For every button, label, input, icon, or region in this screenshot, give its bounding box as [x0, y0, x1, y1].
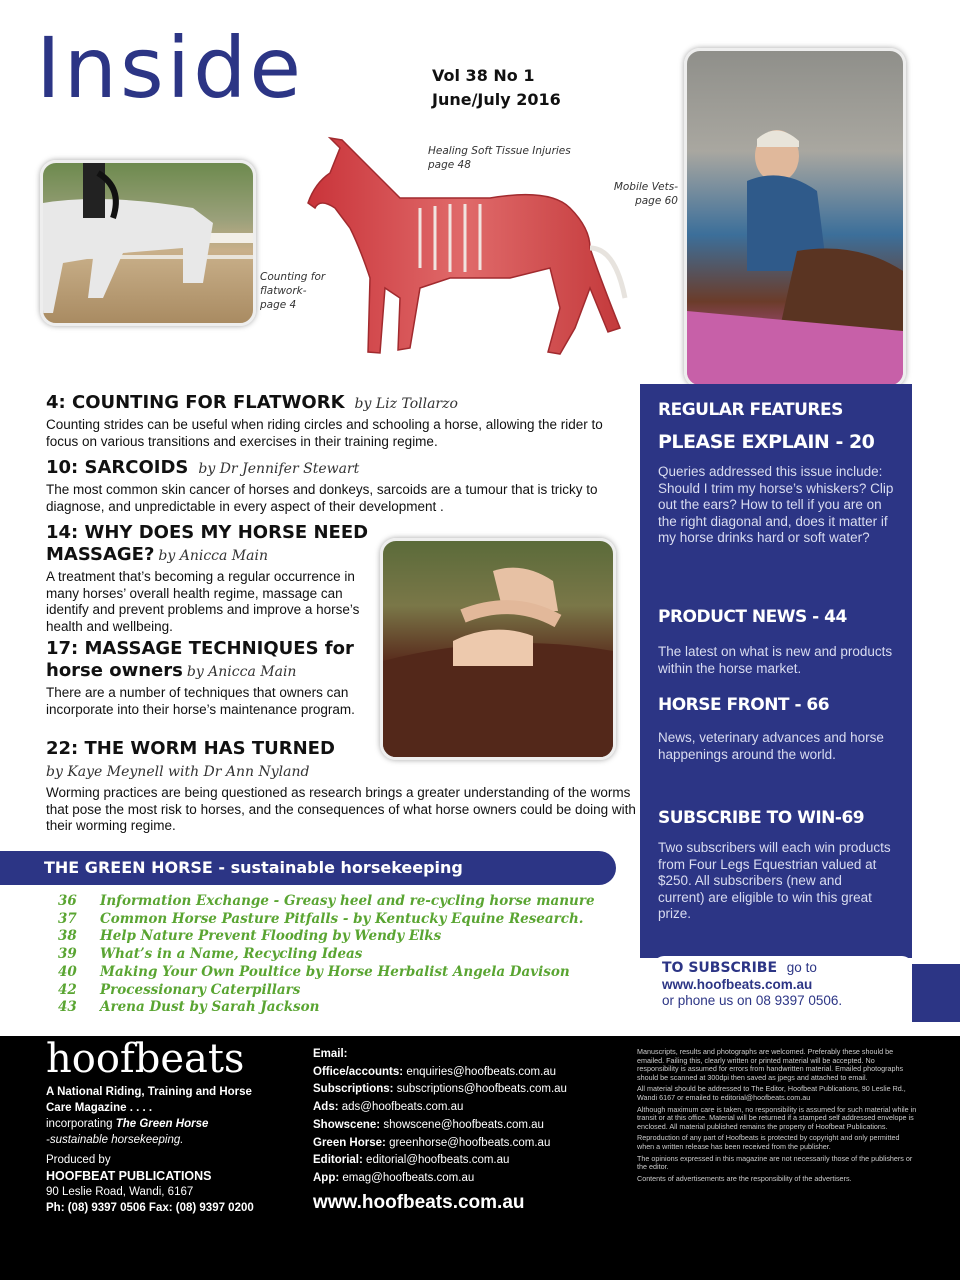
contact-label: Office/accounts:	[313, 1065, 404, 1078]
tagline-line: A National Riding, Training and Horse	[46, 1086, 252, 1098]
footer-incorporating	[46, 1116, 286, 1148]
article-heading: 10: SARCOIDS	[46, 457, 189, 478]
side-tab	[912, 964, 960, 1022]
article-summary: Counting strides can be useful when riding circles and schooling a horse, allowing the rider to focus on various transitions and exercises in their training regime.	[46, 417, 603, 449]
hoofbeats-logo: hoofbeats	[46, 1036, 245, 1082]
contact-label: Showscene:	[313, 1118, 381, 1131]
legal-text: All material should be addressed to The Editor, Hoofbeat Publications, 90 Leslie Rd., Wandi 6167 or emailed to editorial@hoofbeats.com.au	[637, 1084, 906, 1102]
issue-date: June/July 2016	[432, 90, 561, 109]
article-heading-2: MASSAGE?	[46, 544, 155, 565]
contact-row[interactable]	[313, 1152, 613, 1170]
go-to-label: go to	[786, 960, 817, 975]
please-explain-heading[interactable]: PLEASE EXPLAIN - 20	[658, 431, 875, 453]
produced-by: Produced by	[46, 1154, 111, 1166]
healing-caption	[428, 144, 571, 172]
dressage-horse-icon	[43, 163, 253, 323]
regular-features-panel	[640, 384, 912, 958]
list-item[interactable]	[58, 911, 595, 929]
item-page: 37	[58, 910, 77, 927]
article-summary: Worming practices are being questioned as research brings a greater understanding of the worms that pose the most risk to horses, and the consequences of what horse owners could be doing with their worming regime.	[46, 785, 636, 833]
product-news-body: The latest on what is new and products within the horse market.	[658, 644, 893, 676]
item-title: Making Your Own Poultice by Horse Herbalist Angela Davison	[100, 963, 570, 980]
contact-row[interactable]	[313, 1117, 613, 1135]
article-techniques[interactable]	[46, 638, 376, 718]
article-byline: by Dr Jennifer Stewart	[198, 461, 360, 477]
list-item[interactable]	[58, 893, 595, 911]
contact-email: greenhorse@hoofbeats.com.au	[389, 1136, 551, 1149]
contact-email: showscene@hoofbeats.com.au	[383, 1118, 544, 1131]
article-byline: by Anicca Main	[158, 548, 268, 564]
vet-photo-icon	[687, 51, 903, 385]
contact-email: ads@hoofbeats.com.au	[341, 1101, 464, 1114]
to-subscribe-label: TO SUBSCRIBE	[662, 960, 778, 976]
caption-line: Healing Soft Tissue Injuries	[428, 145, 571, 157]
legal-text: Although maximum care is taken, no responsibility is assumed for such material while in transit or at this office. Material will be returned if a stamped self addressed envelope is enclosed. All material published remains the property of Hoofbeat Publications.	[637, 1104, 917, 1131]
subscribe-url-link[interactable]: www.hoofbeats.com.au	[662, 976, 813, 992]
contact-row[interactable]	[313, 1064, 613, 1082]
contact-email: emag@hoofbeats.com.au	[342, 1171, 475, 1184]
page-title: Inside	[36, 19, 305, 117]
contact-label: Editorial:	[313, 1154, 363, 1167]
item-title: Information Exchange - Greasy heel and re-cycling horse manure	[100, 893, 595, 909]
article-heading: 4: COUNTING FOR FLATWORK	[46, 392, 345, 413]
list-item[interactable]	[58, 982, 595, 1000]
article-counting[interactable]	[46, 392, 636, 450]
regular-features-heading: REGULAR FEATURES	[658, 400, 843, 420]
contact-email: editorial@hoofbeats.com.au	[366, 1154, 510, 1167]
website-link[interactable]: www.hoofbeats.com.au	[313, 1191, 525, 1213]
contact-email: subscriptions@hoofbeats.com.au	[396, 1083, 567, 1096]
contact-label: Ads:	[313, 1101, 339, 1114]
item-page: 38	[58, 928, 77, 945]
issue-volume: Vol 38 No 1	[432, 66, 535, 85]
subscribe-phone: or phone us on 08 9397 0506.	[662, 993, 843, 1008]
article-heading: 17: MASSAGE TECHNIQUES for	[46, 638, 354, 659]
incorporating-label: incorporating	[46, 1118, 113, 1130]
legal-text: Reproduction of any part of Hoofbeats is protected by copyright and only permitted when a written release has been received from the publisher.	[637, 1133, 900, 1151]
article-heading: 14: WHY DOES MY HORSE NEED	[46, 522, 369, 543]
dressage-photo	[40, 160, 256, 326]
list-item[interactable]	[58, 964, 595, 982]
tagline-line: Care Magazine . . . .	[46, 1102, 153, 1114]
mobile-vets-photo	[684, 48, 906, 388]
article-byline: by Liz Tollarzo	[354, 396, 458, 412]
green-horse-title: THE GREEN HORSE - sustainable horsekeeping	[44, 858, 463, 877]
article-summary: A treatment that’s becoming a regular occurrence in many horses’ overall health regime, massage can identify and prevent problems and improve a horse’s health and wellbeing.	[46, 569, 360, 634]
caption-line: flatwork-	[260, 285, 307, 297]
item-page: 40	[58, 963, 77, 980]
caption-line: page 4	[260, 299, 297, 311]
email-label: Email:	[313, 1048, 348, 1060]
footer-publisher	[46, 1152, 306, 1216]
caption-line: Mobile Vets-	[613, 181, 678, 193]
article-heading: 22: THE WORM HAS TURNED	[46, 738, 335, 759]
please-explain-body: Queries addressed this issue include: Should I trim my horse’s whiskers? Clip out the ears? How to tell if you are on the right diagonal and, does it matter if my horse drinks hard or soft water?	[658, 464, 894, 545]
footer-tagline	[46, 1084, 276, 1116]
footer	[0, 1036, 960, 1280]
publisher-address: 90 Leslie Road, Wandi, 6167	[46, 1186, 194, 1198]
item-title: What’s in a Name, Recycling Ideas	[100, 946, 363, 963]
counting-caption	[260, 270, 325, 312]
item-page: 39	[58, 946, 77, 963]
item-page: 36	[58, 893, 77, 909]
article-byline: by Anicca Main	[186, 664, 297, 680]
contact-row[interactable]	[313, 1081, 613, 1099]
contact-label: Subscriptions:	[313, 1083, 394, 1096]
article-summary: The most common skin cancer of horses and donkeys, sarcoids are a tumour that is tricky to diagnose, and unpredictable in every aspect of their development .	[46, 482, 598, 514]
horse-front-heading[interactable]: HORSE FRONT - 66	[658, 695, 830, 715]
list-item[interactable]	[58, 928, 595, 946]
footer-contacts	[313, 1046, 613, 1211]
list-item[interactable]	[58, 999, 595, 1017]
caption-line: page 60	[635, 195, 678, 207]
product-news-heading[interactable]: PRODUCT NEWS - 44	[658, 607, 847, 627]
green-horse-name: The Green Horse	[115, 1118, 209, 1130]
publisher-phone: Ph: (08) 9397 0506 Fax: (08) 9397 0200	[46, 1202, 254, 1214]
contact-label: App:	[313, 1171, 340, 1184]
item-title: Common Horse Pasture Pitfalls - by Kentucky Equine Research.	[100, 910, 584, 927]
publisher-name: HOOFBEAT PUBLICATIONS	[46, 1169, 212, 1183]
item-title: Processionary Caterpillars	[100, 981, 301, 998]
caption-line: page 48	[428, 159, 471, 171]
legal-text: Contents of advertisements are the responsibility of the advertisers.	[637, 1173, 852, 1183]
footer-legal	[637, 1048, 917, 1186]
article-massage[interactable]	[46, 522, 376, 635]
item-title: Arena Dust by Sarah Jackson	[100, 999, 320, 1016]
legal-text: The opinions expressed in this magazine are not necessarily those of the publishers or the editor.	[637, 1153, 913, 1172]
article-byline: by Kaye Meynell with Dr Ann Nyland	[46, 764, 310, 780]
horse-front-body: News, veterinary advances and horse happenings around the world.	[658, 730, 884, 762]
contact-row[interactable]	[313, 1135, 613, 1153]
article-heading-2: horse owners	[46, 660, 183, 681]
contact-email: enquiries@hoofbeats.com.au	[406, 1065, 557, 1078]
massage-photo	[380, 538, 616, 760]
mobile-vets-caption	[600, 180, 678, 208]
item-title: Help Nature Prevent Flooding by Wendy Elks	[100, 928, 442, 945]
contact-row[interactable]	[313, 1170, 613, 1188]
contact-row[interactable]	[313, 1099, 613, 1117]
issue-info	[432, 64, 561, 112]
hands-icon	[383, 541, 613, 757]
subscribe-box[interactable]	[654, 956, 912, 1022]
sustainable-label: -sustainable horsekeeping.	[46, 1134, 184, 1146]
contact-label: Green Horse:	[313, 1136, 386, 1149]
article-sarcoids[interactable]	[46, 457, 636, 515]
article-summary: There are a number of techniques that owners can incorporate into their horse’s maintenance program.	[46, 685, 355, 717]
subscribe-win-body: Two subscribers will each win products from Four Legs Equestrian valued at $250. All subscribers (new and current) are eligible to win this great prize.	[658, 840, 891, 921]
item-page: 42	[58, 981, 77, 998]
subscribe-win-heading[interactable]: SUBSCRIBE TO WIN-69	[658, 808, 865, 828]
list-item[interactable]	[58, 946, 595, 964]
item-page: 43	[58, 999, 77, 1016]
green-horse-list	[58, 893, 595, 1017]
caption-line: Counting for	[260, 271, 326, 283]
legal-text: Manuscripts, results and photographs are welcomed. Preferably these should be emailed. Failing this, clearly written or printed material will be accepted. No responsibility is assumed for errors from handwritten material. Emailed photographs should be scanned at 300dpi then saved as jpegs and attached to email.	[637, 1047, 904, 1082]
